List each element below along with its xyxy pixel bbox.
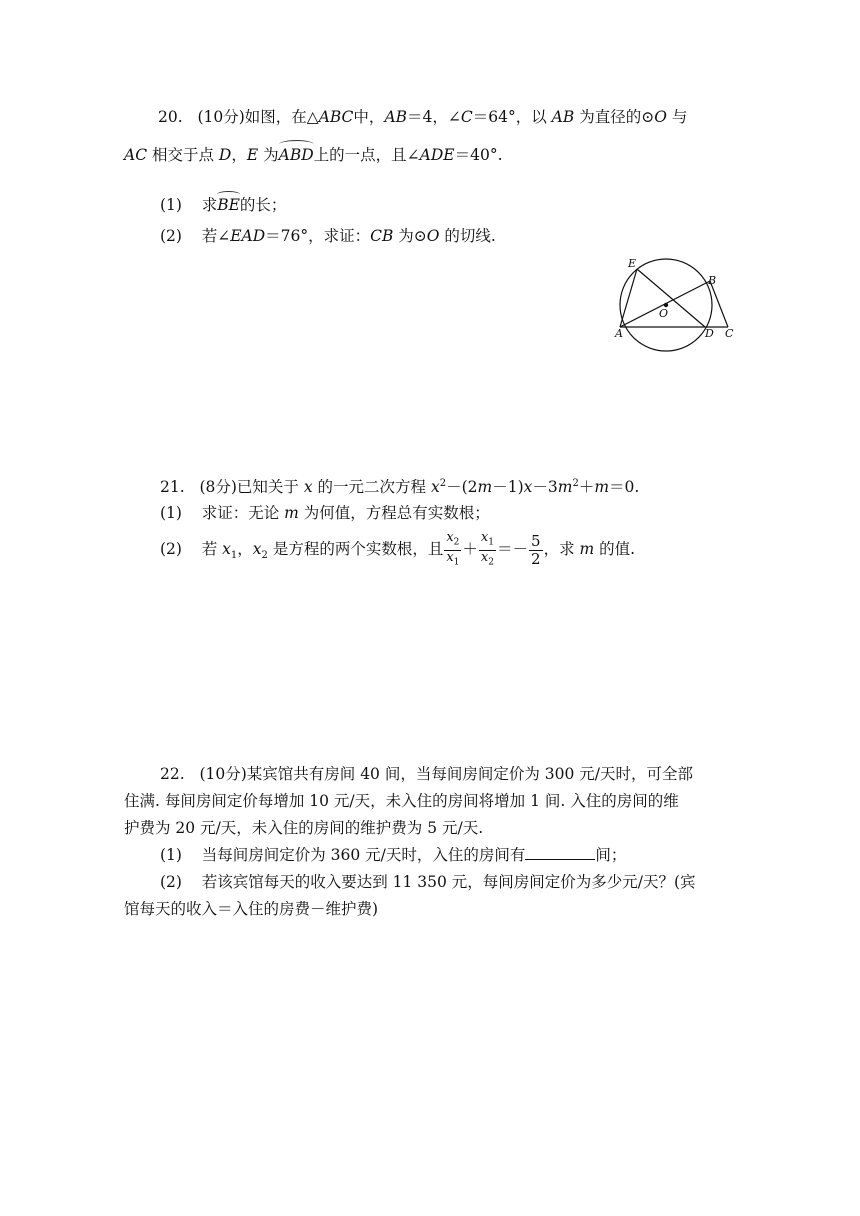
answer-blank[interactable] bbox=[525, 845, 595, 860]
label-e: E bbox=[628, 257, 637, 270]
fraction-x1-over-x2: $\frac{x_1}{x_2}$ bbox=[480, 529, 494, 568]
arc-be: BE bbox=[217, 196, 240, 214]
segment-ed bbox=[637, 269, 705, 327]
q22-line2: 住满. 每间房间定价每增加 10 元/天，未入住的房间将增加 1 间. 入住的房间的维 bbox=[124, 792, 679, 810]
q21-part1: (1) 求证：无论 m 为何值，方程总有实数根； bbox=[160, 504, 490, 522]
q22-line1: 22. (10分)某宾馆共有房间 40 间，当每间房间定价为 300 元/天时，可全部 bbox=[160, 765, 694, 783]
segment-bc bbox=[710, 281, 728, 327]
arc-abd: ABD bbox=[278, 146, 314, 164]
label-o: O bbox=[659, 307, 669, 320]
label-b: B bbox=[708, 274, 717, 287]
fraction-x2-over-x1: $\frac{x_2}{x_1}$ bbox=[446, 529, 460, 568]
q22-part2-cont: 馆每天的收入＝入住的房费－维护费) bbox=[124, 900, 379, 918]
label-c: C bbox=[725, 327, 734, 340]
label-a: A bbox=[615, 327, 623, 340]
q22-part2: (2) 若该宾馆每天的收入要达到 11 350 元，每间房间定价为多少元/天？(宾 bbox=[160, 873, 696, 891]
q20-part2: (2) 若∠EAD＝76°，求证：CB 为⊙O 的切线. bbox=[160, 227, 496, 245]
q20-line1: 20. (10分)如图，在△ABC中，AB＝4，∠C＝64°，以 AB 为直径的⊙O 与 bbox=[158, 108, 688, 126]
q22-line3: 护费为 20 元/天，未入住的房间的维护费为 5 元/天. bbox=[124, 819, 484, 837]
label-d: D bbox=[705, 327, 714, 340]
q20-line2: AC 相交于点 D，E 为ABD上的一点，且∠ADE＝40°. bbox=[124, 146, 503, 164]
q20-geometry-figure bbox=[610, 254, 740, 354]
fraction-five-halves: $\frac{5}{2}$ bbox=[531, 531, 541, 568]
q21-line1: 21. (8分)已知关于 x 的一元二次方程 $x^2-(2m-1)x-3m^2+m=0$. bbox=[160, 478, 640, 497]
q21-part2: (2) 若 $x_1$，$x_2$ 是方程的两个实数根，且 $\frac{x_2}{x_1}$ ＋ $\frac{x_1}{x_2}$ ＝－ $\frac{5}{2}$ ，求 m 的值. bbox=[160, 529, 636, 568]
q20-part1: (1) 求BE的长； bbox=[160, 196, 287, 214]
q22-part1: (1) 当每间房间定价为 360 元/天时，入住的房间有 间； bbox=[160, 846, 627, 864]
